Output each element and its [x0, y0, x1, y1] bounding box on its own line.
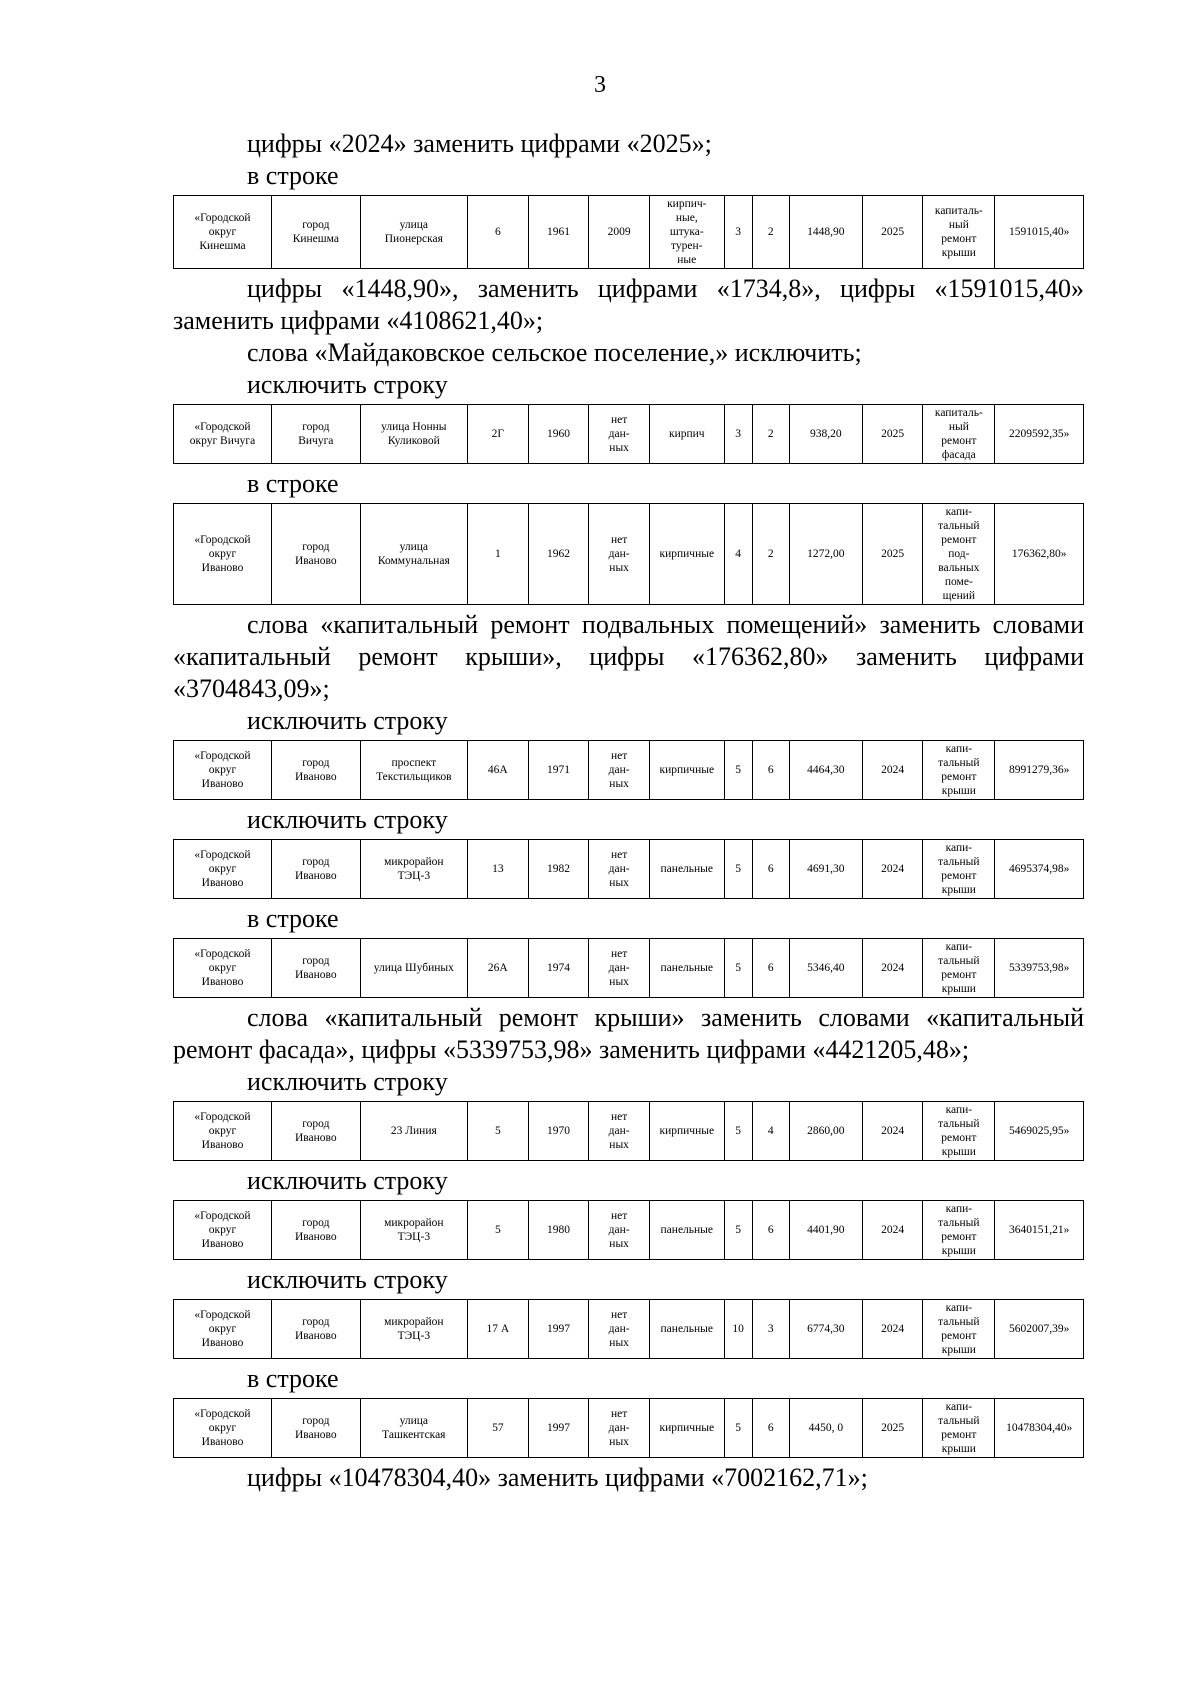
instruction-text: исключить строку: [247, 1067, 448, 1096]
instruction-text: исключить строку: [247, 805, 448, 834]
cell-city: город Кинешма: [272, 196, 361, 269]
cell-house-number: 17 А: [467, 1300, 528, 1359]
cell-year-built: 1974: [528, 939, 589, 998]
cell-cost: 5339753,98»: [995, 939, 1084, 998]
cell-house-number: 5: [467, 1201, 528, 1260]
table-row: [174, 1399, 1084, 1458]
instruction-text: в строке: [247, 1364, 339, 1393]
instruction-text: цифры «10478304,40» заменить цифрами «7002162,71»;: [247, 1463, 868, 1492]
instruction-text: слова «капитальный ремонт крыши» заменить словами «капитальный ремонт фасада», цифры «5339753,98» заменить цифрами «4421205,48»;: [173, 1003, 1084, 1064]
cell-year-built: 1961: [528, 196, 589, 269]
cell-municipality: «Городской округ Иваново: [174, 840, 272, 899]
cell-street: улица Коммунальная: [360, 504, 467, 605]
cell-wall-material: панельные: [649, 1201, 724, 1260]
cell-city: город Иваново: [272, 1399, 361, 1458]
cell-street: улица Шубиных: [360, 939, 467, 998]
cell-street: микрорайон ТЭЦ-3: [360, 1201, 467, 1260]
cell-year-built: 1997: [528, 1300, 589, 1359]
cell-area: 4450, 0: [789, 1399, 862, 1458]
cell-year-built: 1962: [528, 504, 589, 605]
cell-municipality: «Городской округ Иваново: [174, 1300, 272, 1359]
building-row-table: [173, 1101, 1084, 1161]
cell-floors: 5: [724, 1102, 752, 1161]
cell-city: город Иваново: [272, 1102, 361, 1161]
table-row: [174, 1201, 1084, 1260]
cell-house-number: 26А: [467, 939, 528, 998]
cell-municipality: «Городской округ Кинешма: [174, 196, 272, 269]
instruction-text: в строке: [247, 904, 339, 933]
cell-work-type: капи- тальный ремонт крыши: [923, 1300, 995, 1359]
cell-year: 2025: [862, 196, 923, 269]
cell-year: 2025: [862, 504, 923, 605]
table-row: [174, 741, 1084, 800]
document-body: [173, 128, 1084, 1494]
cell-house-number: 46А: [467, 741, 528, 800]
cell-renovation-year: нет дан- ных: [589, 741, 650, 800]
cell-street: улица Нонны Куликовой: [360, 405, 467, 464]
cell-work-type: капи- тальный ремонт крыши: [923, 1399, 995, 1458]
building-row-table: [173, 839, 1084, 899]
building-row-table: [173, 195, 1084, 269]
cell-city: город Иваново: [272, 939, 361, 998]
cell-cost: 8991279,36»: [995, 741, 1084, 800]
cell-area: 4401,90: [789, 1201, 862, 1260]
cell-work-type: капи- тальный ремонт крыши: [923, 1102, 995, 1161]
table-row: [174, 1300, 1084, 1359]
table-row: [174, 1102, 1084, 1161]
cell-street: микрорайон ТЭЦ-3: [360, 840, 467, 899]
building-row-table: [173, 404, 1084, 464]
instruction-text: исключить строку: [247, 370, 448, 399]
cell-area: 938,20: [789, 405, 862, 464]
cell-floors: 3: [724, 196, 752, 269]
cell-renovation-year: нет дан- ных: [589, 939, 650, 998]
cell-entrances: 4: [752, 1102, 789, 1161]
cell-renovation-year: нет дан- ных: [589, 840, 650, 899]
cell-year-built: 1997: [528, 1399, 589, 1458]
cell-street: микрорайон ТЭЦ-3: [360, 1300, 467, 1359]
table-row: [174, 196, 1084, 269]
cell-work-type: капи- тальный ремонт крыши: [923, 939, 995, 998]
cell-city: город Иваново: [272, 840, 361, 899]
cell-renovation-year: нет дан- ных: [589, 1399, 650, 1458]
cell-renovation-year: нет дан- ных: [589, 1300, 650, 1359]
cell-area: 4464,30: [789, 741, 862, 800]
cell-wall-material: кирпич- ные, штука- турен- ные: [649, 196, 724, 269]
cell-wall-material: кирпичные: [649, 741, 724, 800]
cell-renovation-year: нет дан- ных: [589, 405, 650, 464]
cell-floors: 5: [724, 840, 752, 899]
cell-city: город Вичуга: [272, 405, 361, 464]
cell-work-type: капи- тальный ремонт крыши: [923, 840, 995, 899]
cell-municipality: «Городской округ Иваново: [174, 939, 272, 998]
cell-entrances: 6: [752, 939, 789, 998]
table-row: [174, 504, 1084, 605]
cell-work-type: капи- тальный ремонт под- вальных поме- щений: [923, 504, 995, 605]
cell-floors: 4: [724, 504, 752, 605]
instruction-text: исключить строку: [247, 1265, 448, 1294]
cell-entrances: 2: [752, 196, 789, 269]
cell-house-number: 13: [467, 840, 528, 899]
cell-cost: 10478304,40»: [995, 1399, 1084, 1458]
cell-entrances: 6: [752, 741, 789, 800]
cell-municipality: «Городской округ Иваново: [174, 1201, 272, 1260]
cell-cost: 1591015,40»: [995, 196, 1084, 269]
cell-municipality: «Городской округ Иваново: [174, 1399, 272, 1458]
cell-entrances: 6: [752, 1399, 789, 1458]
cell-wall-material: кирпичные: [649, 504, 724, 605]
cell-street: 23 Линия: [360, 1102, 467, 1161]
instruction-text: в строке: [247, 161, 339, 190]
cell-street: улица Ташкентская: [360, 1399, 467, 1458]
instruction-text: исключить строку: [247, 1166, 448, 1195]
cell-wall-material: кирпич: [649, 405, 724, 464]
table-row: [174, 939, 1084, 998]
instruction-text: слова «капитальный ремонт подвальных помещений» заменить словами «капитальный ремонт крыши», цифры «176362,80» заменить цифрами «3704843,09»;: [173, 610, 1084, 703]
cell-wall-material: кирпичные: [649, 1399, 724, 1458]
cell-house-number: 57: [467, 1399, 528, 1458]
cell-city: город Иваново: [272, 1201, 361, 1260]
cell-house-number: 6: [467, 196, 528, 269]
cell-floors: 5: [724, 741, 752, 800]
building-row-table: [173, 1299, 1084, 1359]
cell-entrances: 6: [752, 840, 789, 899]
table-row: [174, 840, 1084, 899]
cell-wall-material: кирпичные: [649, 1102, 724, 1161]
cell-renovation-year: нет дан- ных: [589, 1102, 650, 1161]
cell-municipality: «Городской округ Вичуга: [174, 405, 272, 464]
cell-year: 2024: [862, 939, 923, 998]
cell-house-number: 1: [467, 504, 528, 605]
cell-year-built: 1982: [528, 840, 589, 899]
cell-cost: 5469025,95»: [995, 1102, 1084, 1161]
building-row-table: [173, 1200, 1084, 1260]
building-row-table: [173, 1398, 1084, 1458]
cell-house-number: 5: [467, 1102, 528, 1161]
cell-year: 2024: [862, 840, 923, 899]
cell-year-built: 1980: [528, 1201, 589, 1260]
cell-wall-material: панельные: [649, 1300, 724, 1359]
cell-cost: 3640151,21»: [995, 1201, 1084, 1260]
cell-floors: 5: [724, 1201, 752, 1260]
cell-renovation-year: нет дан- ных: [589, 504, 650, 605]
cell-year-built: 1960: [528, 405, 589, 464]
cell-year-built: 1970: [528, 1102, 589, 1161]
instruction-text: в строке: [247, 469, 339, 498]
cell-area: 6774,30: [789, 1300, 862, 1359]
cell-wall-material: панельные: [649, 939, 724, 998]
cell-work-type: капиталь- ный ремонт крыши: [923, 196, 995, 269]
building-row-table: [173, 740, 1084, 800]
cell-entrances: 2: [752, 504, 789, 605]
cell-area: 1272,00: [789, 504, 862, 605]
cell-work-type: капиталь- ный ремонт фасада: [923, 405, 995, 464]
cell-entrances: 2: [752, 405, 789, 464]
instruction-text: слова «Майдаковское сельское поселение,» исключить;: [247, 338, 862, 367]
cell-entrances: 6: [752, 1201, 789, 1260]
building-row-table: [173, 503, 1084, 605]
cell-municipality: «Городской округ Иваново: [174, 1102, 272, 1161]
cell-area: 2860,00: [789, 1102, 862, 1161]
cell-floors: 5: [724, 939, 752, 998]
cell-year: 2024: [862, 1201, 923, 1260]
cell-year: 2024: [862, 741, 923, 800]
instruction-text: исключить строку: [247, 706, 448, 735]
cell-year-built: 1971: [528, 741, 589, 800]
cell-renovation-year: 2009: [589, 196, 650, 269]
cell-cost: 2209592,35»: [995, 405, 1084, 464]
cell-year: 2024: [862, 1300, 923, 1359]
cell-year: 2024: [862, 1102, 923, 1161]
cell-floors: 3: [724, 405, 752, 464]
table-row: [174, 405, 1084, 464]
cell-street: проспект Текстильщиков: [360, 741, 467, 800]
instruction-text: цифры «1448,90», заменить цифрами «1734,8», цифры «1591015,40» заменить цифрами «4108621,40»;: [173, 274, 1084, 335]
cell-municipality: «Городской округ Иваново: [174, 741, 272, 800]
instruction-text: цифры «2024» заменить цифрами «2025»;: [247, 129, 712, 158]
cell-entrances: 3: [752, 1300, 789, 1359]
cell-work-type: капи- тальный ремонт крыши: [923, 741, 995, 800]
cell-renovation-year: нет дан- ных: [589, 1201, 650, 1260]
cell-wall-material: панельные: [649, 840, 724, 899]
cell-year: 2025: [862, 405, 923, 464]
cell-cost: 5602007,39»: [995, 1300, 1084, 1359]
cell-municipality: «Городской округ Иваново: [174, 504, 272, 605]
cell-floors: 5: [724, 1399, 752, 1458]
cell-house-number: 2Г: [467, 405, 528, 464]
cell-city: город Иваново: [272, 741, 361, 800]
cell-city: город Иваново: [272, 1300, 361, 1359]
cell-work-type: капи- тальный ремонт крыши: [923, 1201, 995, 1260]
cell-area: 4691,30: [789, 840, 862, 899]
cell-area: 5346,40: [789, 939, 862, 998]
cell-street: улица Пионерская: [360, 196, 467, 269]
cell-cost: 176362,80»: [995, 504, 1084, 605]
cell-floors: 10: [724, 1300, 752, 1359]
cell-area: 1448,90: [789, 196, 862, 269]
cell-year: 2025: [862, 1399, 923, 1458]
building-row-table: [173, 938, 1084, 998]
cell-city: город Иваново: [272, 504, 361, 605]
cell-cost: 4695374,98»: [995, 840, 1084, 899]
page-number: 3: [594, 72, 606, 98]
